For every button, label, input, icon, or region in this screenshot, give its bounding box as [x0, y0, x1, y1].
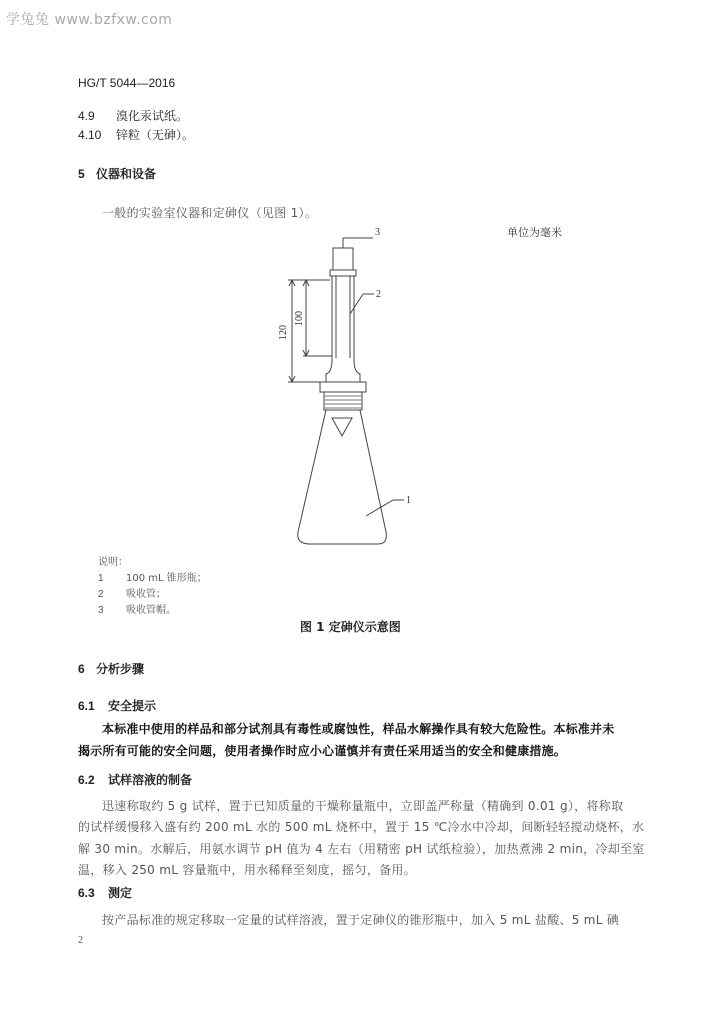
tube-ring [330, 270, 356, 276]
prep-line: 解 30 min。水解后，用氨水调节 pH 值为 4 左右（用精密 pH 试纸检验），加热煮沸 2 min，冷却至室 [78, 842, 645, 856]
list-item [78, 107, 188, 124]
absorption-tube [326, 276, 360, 382]
safety-line: 本标准中使用的样品和部分试剂具有毒性或腐蚀性，样品水解操作具有较大危险性。本标准并未 [102, 722, 615, 736]
measure-line: 按产品标准的规定移取一定量的试样溶液，置于定砷仪的锥形瓶中，加入 5 mL 盐酸、5 mL 碘 [102, 913, 620, 927]
unit-note: 单位为毫米 [507, 226, 562, 239]
section-5-heading [78, 165, 156, 182]
section-number: 6.3 [78, 886, 95, 900]
legend-text: 吸收管； [126, 589, 166, 600]
inner-cone [332, 418, 352, 436]
item-number: 4.9 [78, 109, 95, 123]
legend-text: 100 mL 锥形瓶； [126, 573, 207, 584]
legend-text: 吸收管帽。 [126, 605, 176, 616]
section-title: 测定 [108, 886, 133, 900]
section-6-1-heading [78, 697, 156, 714]
callout-2-label: 2 [376, 289, 381, 300]
safety-line: 揭示所有可能的安全问题，使用者操作时应小心谨慎并有责任采用适当的安全和健康措施。 [78, 744, 567, 758]
legend-number: 2 [98, 589, 104, 600]
document-number: HG/T 5044—2016 [78, 76, 176, 90]
legend-item [98, 601, 176, 616]
callout-2-leader [350, 294, 363, 314]
section-number: 6 [78, 662, 85, 676]
section-6-2-heading [78, 771, 192, 788]
section-title: 分析步骤 [96, 662, 145, 676]
item-text: 锌粒（无砷）。 [116, 128, 195, 142]
callout-3-label: 3 [375, 227, 380, 238]
item-number: 4.10 [78, 128, 102, 142]
section-6-3-heading [78, 884, 132, 901]
legend-title: 说明： [98, 557, 128, 568]
section-title: 试样溶液的制备 [108, 773, 193, 787]
legend-item [98, 569, 207, 584]
legend-item [98, 585, 166, 600]
section-number: 6.1 [78, 699, 95, 713]
legend-number: 1 [98, 573, 104, 584]
dimension-120-label: 120 [278, 325, 289, 340]
threaded-neck [324, 392, 362, 410]
section-title: 仪器和设备 [96, 167, 157, 181]
conical-flask [298, 410, 387, 544]
figure-caption: 图 1 定砷仪示意图 [300, 620, 401, 634]
list-item [78, 126, 194, 143]
legend-number: 3 [98, 605, 104, 616]
ground-joint [320, 382, 366, 392]
page-number: 2 [78, 935, 83, 946]
prep-line: 迅速称取约 5 g 试样，置于已知质量的干燥称量瓶中，立即盖严称量（精确到 0.01 g），将称取 [102, 799, 624, 813]
section-5-text: 一般的实验室仪器和定砷仪（见图 1）。 [102, 206, 318, 220]
watermark-text: 学兔兔 www.bzfxw.com [6, 12, 173, 28]
dimension-100-label: 100 [294, 311, 305, 326]
item-text: 溴化汞试纸。 [116, 109, 189, 123]
section-title: 安全提示 [108, 699, 157, 713]
section-6-heading [78, 660, 144, 677]
arsenic-apparatus-figure [270, 222, 470, 558]
section-number: 5 [78, 167, 85, 181]
absorption-tube-cap [333, 248, 353, 270]
prep-line: 温，移入 250 mL 容量瓶中，用水稀释至刻度，摇匀，备用。 [78, 863, 417, 877]
callout-1-label: 1 [406, 495, 411, 506]
section-number: 6.2 [78, 773, 95, 787]
prep-line: 的试样缓慢移入盛有约 200 mL 水的 500 mL 烧杯中，置于 15 ℃冷水中冷却，间断轻轻搅动烧杯，水 [78, 820, 645, 834]
